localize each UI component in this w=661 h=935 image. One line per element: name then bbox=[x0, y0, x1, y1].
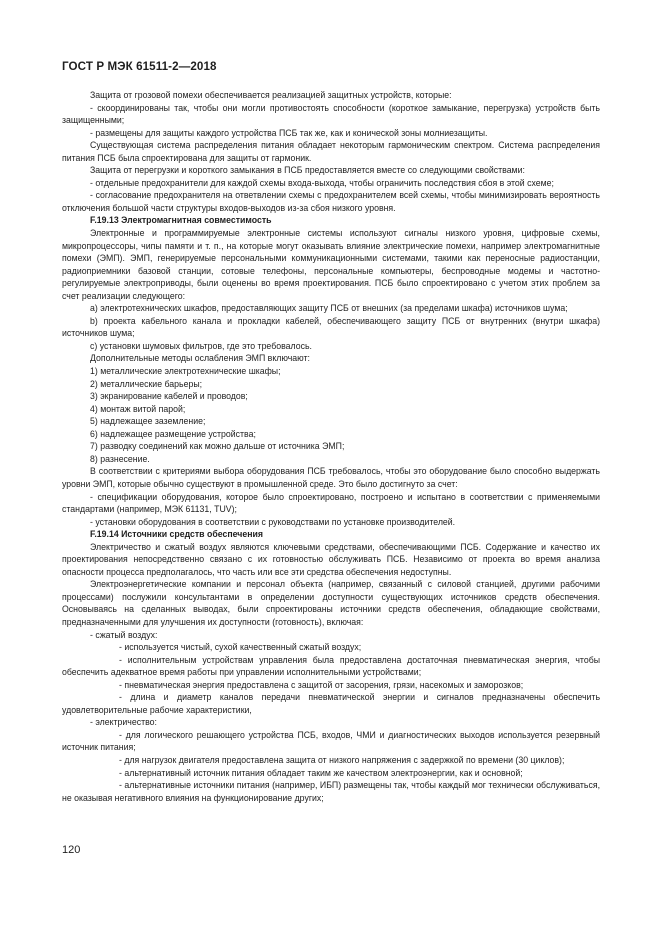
paragraph: - пневматическая энергия предоставлена с защитой от засорения, грязи, насекомых и заморозков; bbox=[119, 679, 524, 690]
paragraph: - сжатый воздух: bbox=[90, 629, 158, 640]
paragraph: 4) монтаж витой парой; bbox=[90, 403, 186, 414]
paragraph: b) проекта кабельного канала и прокладки кабелей, обеспечивающего защиту ПСБ от внутренних (внутри шкафа) источников шума; bbox=[62, 315, 600, 339]
paragraph: 1) металлические электротехнические шкафы; bbox=[90, 366, 281, 377]
paragraph: - используется чистый, сухой качественный сжатый воздух; bbox=[119, 642, 362, 653]
paragraph: - отдельные предохранители для каждой схемы входа-выхода, чтобы ограничить последствия сбоя в этой схеме; bbox=[90, 177, 554, 188]
paragraph: - установки оборудования в соответствии с руководствами по установке производителей. bbox=[90, 516, 456, 527]
paragraph: c) установки шумовых фильтров, где это требовалось. bbox=[90, 340, 312, 351]
paragraph: Электроэнергетические компании и персонал объекта (например, связанный с силовой станцией, другими рабочими процессами) послужили консультантами в определении доступности существующих источников средств обеспечения. Основываясь на сделанных выводах, были спроектированы источники средств обеспечения, обладающие свойствами, предназначенными для улучшения их доступности (готовность), включая: bbox=[62, 579, 600, 627]
paragraph: 8) разнесение. bbox=[90, 453, 150, 464]
paragraph: Существующая система распределения питания обладает некоторым гармоническим спектром. Система распределения питания ПСБ была спроектирована для защиты от гармоник. bbox=[62, 140, 600, 163]
paragraph: - альтернативные источники питания (например, ИБП) размещены так, чтобы каждый мог технически обслуживаться, не оказывая негативного влияния на функционирование других; bbox=[62, 780, 600, 803]
paragraph: В соответствии с критериями выбора оборудования ПСБ требовалось, чтобы это оборудование было способно выдержать уровни ЭМП, которые обычно существуют в промышленной среде. Это было достигнуто за счет: bbox=[62, 466, 600, 489]
section-heading: F.19.14 Источники средств обеспечения bbox=[90, 529, 264, 540]
paragraph: - альтернативный источник питания обладает таким же качеством электроэнергии, как и основной; bbox=[119, 767, 523, 778]
section-heading: F.19.13 Электромагнитная совместимость bbox=[90, 215, 272, 226]
paragraph: Электричество и сжатый воздух являются ключевыми средствами, обеспечивающими ПСБ. Содержание и качество их проектирования непосредственно связано с их готовностью обслуживать ПСБ. Независимо от проекта во время анализа опасности процесса предполагалось, что часть или все эти средства обеспечения недоступны. bbox=[62, 541, 600, 577]
paragraph: Электронные и программируемые электронные системы используют сигналы низкого уровня, цифровые схемы, микропроцессоры, чипы памяти и т. п., на которые могут оказывать влияние электрические помехи, например электромагнитные помехи (ЭМП). ЭМП, генерируемые персональными коммуникационными системами, такими как переносные радиостанции, радиоприемники базовой станции, сотовые телефоны, персональные компьютеры, беспроводные модемы и частотно-регулируемые электроприводы, были оценены во время проектирования. ПСБ было спроектировано с учетом этих проблем за счет реализации следующего: bbox=[62, 228, 600, 301]
paragraph: Защита от перегрузки и короткого замыкания в ПСБ предоставляется вместе со следующими свойствами: bbox=[90, 165, 525, 176]
paragraph: - согласование предохранителя на ответвлении схемы с предохранителем всей схемы, чтобы минимизировать вероятность отключения большой части структуры входов-выходов из-за сбоя низкого уровня. bbox=[62, 190, 600, 213]
paragraph: - размещены для защиты каждого устройства ПСБ так же, как и конической зоны молниезащиты. bbox=[90, 127, 488, 138]
paragraph: - для нагрузок двигателя предоставлена защита от низкого напряжения с задержкой по времени (30 циклов); bbox=[119, 754, 565, 765]
page-body-text bbox=[62, 89, 600, 804]
paragraph: 5) надлежащее заземление; bbox=[90, 416, 206, 427]
paragraph: 2) металлические барьеры; bbox=[90, 378, 203, 389]
paragraph: - скоординированы так, чтобы они могли противостоять способности (короткое замыкание, перегрузка) устройств быть защищенными; bbox=[62, 102, 600, 126]
paragraph: - спецификации оборудования, которое было спроектировано, построено и испытано в соответствии с применяемыми стандартами (например, МЭК 61131, TUV); bbox=[62, 491, 600, 515]
paragraph: - для логического решающего устройства ПСБ, входов, ЧМИ и диагностических выходов используется резервный источник питания; bbox=[62, 729, 600, 753]
paragraph: 6) надлежащее размещение устройства; bbox=[90, 428, 256, 439]
paragraph: 3) экранирование кабелей и проводов; bbox=[90, 391, 248, 402]
paragraph: 7) разводку соединений как можно дальше от источника ЭМП; bbox=[90, 441, 345, 452]
paragraph: Защита от грозовой помехи обеспечивается реализацией защитных устройств, которые: bbox=[90, 90, 452, 100]
page-header-title: ГОСТ Р МЭК 61511-2—2018 bbox=[62, 60, 217, 73]
paragraph: a) электротехнических шкафов, предоставляющих защиту ПСБ от внешних (за пределами шкафа) источников шума; bbox=[90, 303, 568, 314]
paragraph: Дополнительные методы ослабления ЭМП включают: bbox=[90, 353, 310, 364]
page-number: 120 bbox=[62, 844, 81, 856]
paragraph: - исполнительным устройствам управления была предоставлена достаточная пневматическая энергия, чтобы обеспечить адекватное время работы при управлении исполнительными устройствами; bbox=[62, 654, 600, 678]
paragraph: - длина и диаметр каналов передачи пневматической энергии и сигналов предназначены обеспечить удовлетворительные рабочие характеристики, bbox=[62, 692, 600, 715]
paragraph: - электричество: bbox=[90, 717, 157, 728]
